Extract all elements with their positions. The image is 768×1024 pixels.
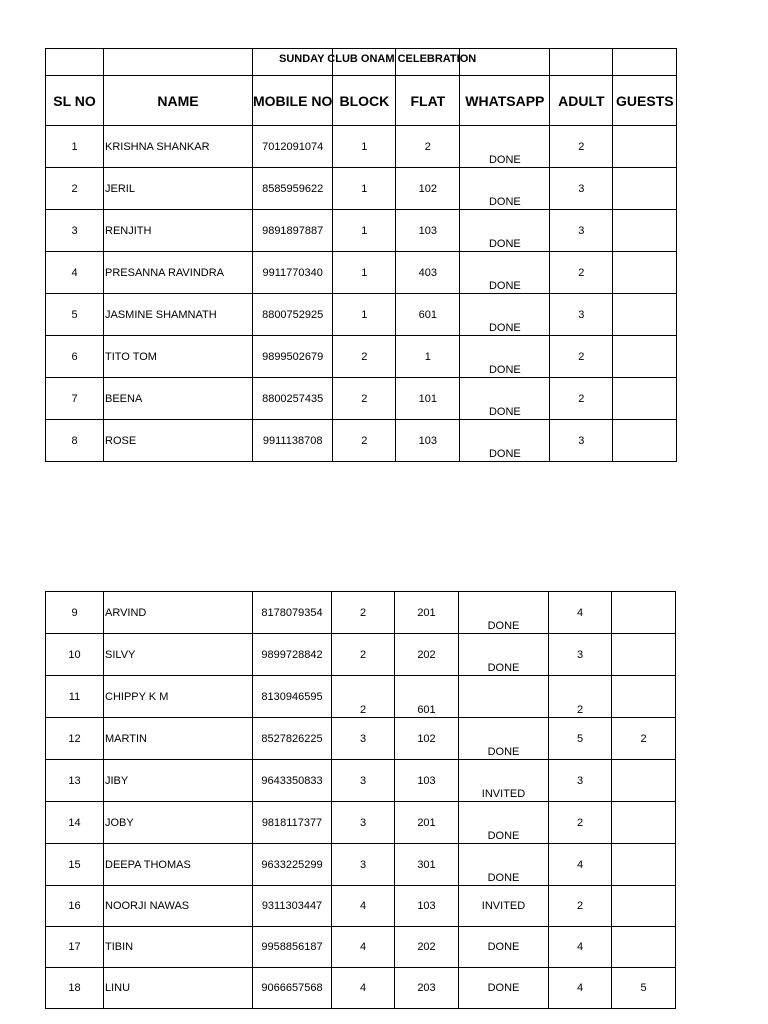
cell-sl-no: 14 — [46, 802, 104, 844]
attendance-table-page2 — [45, 591, 676, 1009]
cell-block: 4 — [332, 927, 395, 968]
cell-guests — [612, 927, 676, 968]
header-sl-no: SL NO — [46, 76, 104, 126]
cell — [550, 49, 613, 76]
cell-whatsapp: DONE — [459, 718, 549, 760]
cell-flat: 103 — [396, 420, 460, 462]
cell-whatsapp: DONE — [460, 420, 550, 462]
cell-whatsapp: DONE — [460, 294, 550, 336]
cell-mobile-no: 9899502679 — [253, 336, 333, 378]
table-row — [46, 802, 676, 844]
cell-mobile-no: 9643350833 — [253, 760, 332, 802]
cell-guests — [612, 886, 676, 927]
cell-guests — [613, 252, 677, 294]
title-row — [46, 49, 677, 76]
cell-adult: 2 — [549, 886, 612, 927]
table-row — [46, 168, 677, 210]
cell-name: CHIPPY K M — [104, 676, 253, 718]
cell-mobile-no: 7012091074 — [253, 126, 333, 168]
cell-mobile-no: 9633225299 — [253, 844, 332, 886]
cell-guests — [612, 676, 676, 718]
cell-flat: 103 — [396, 210, 460, 252]
cell-mobile-no: 8800257435 — [253, 378, 333, 420]
cell-guests — [612, 844, 676, 886]
cell-mobile-no: 9818117377 — [253, 802, 332, 844]
cell-sl-no: 9 — [46, 592, 104, 634]
table-row — [46, 592, 676, 634]
cell-mobile-no: 8800752925 — [253, 294, 333, 336]
cell-flat: 601 — [396, 294, 460, 336]
cell-name: KRISHNA SHANKAR — [104, 126, 253, 168]
cell-adult: 3 — [550, 168, 613, 210]
cell-name: RENJITH — [104, 210, 253, 252]
cell-sl-no: 12 — [46, 718, 104, 760]
cell-flat: 103 — [395, 760, 459, 802]
table-row — [46, 378, 677, 420]
cell-adult: 2 — [550, 252, 613, 294]
cell-name: SILVY — [104, 634, 253, 676]
cell-guests — [612, 760, 676, 802]
cell-adult: 2 — [550, 336, 613, 378]
cell-guests — [612, 592, 676, 634]
cell-name: LINU — [104, 968, 253, 1009]
cell-block: 2 — [332, 592, 395, 634]
cell-guests — [613, 420, 677, 462]
cell-adult: 2 — [549, 802, 612, 844]
cell — [46, 49, 104, 76]
cell-flat: 601 — [395, 676, 459, 718]
cell-mobile-no: 8527826225 — [253, 718, 332, 760]
table-row — [46, 210, 677, 252]
table-row — [46, 676, 676, 718]
cell-whatsapp: DONE — [460, 168, 550, 210]
table-row — [46, 634, 676, 676]
title-cell — [253, 49, 477, 76]
attendance-table-page1 — [45, 48, 677, 462]
sheet-title: SUNDAY CLUB ONAM CELEBRATION — [279, 53, 477, 65]
cell-adult: 3 — [549, 634, 612, 676]
cell-sl-no: 5 — [46, 294, 104, 336]
cell-flat: 103 — [395, 886, 459, 927]
cell-adult: 2 — [550, 378, 613, 420]
cell-flat: 201 — [395, 802, 459, 844]
table-row — [46, 252, 677, 294]
cell-adult: 4 — [549, 968, 612, 1009]
cell-sl-no: 18 — [46, 968, 104, 1009]
cell-name: ARVIND — [104, 592, 253, 634]
cell-mobile-no: 8178079354 — [253, 592, 332, 634]
cell-whatsapp: DONE — [460, 252, 550, 294]
cell-guests — [613, 168, 677, 210]
cell-flat: 101 — [396, 378, 460, 420]
cell-whatsapp: DONE — [460, 126, 550, 168]
cell-sl-no: 3 — [46, 210, 104, 252]
cell-flat: 1 — [396, 336, 460, 378]
cell-name: JERIL — [104, 168, 253, 210]
table-row — [46, 844, 676, 886]
cell-adult: 4 — [549, 592, 612, 634]
table-row — [46, 336, 677, 378]
cell-whatsapp: INVITED — [459, 760, 549, 802]
cell-guests — [612, 802, 676, 844]
cell-block: 1 — [333, 126, 396, 168]
header-name: NAME — [104, 76, 253, 126]
cell-sl-no: 15 — [46, 844, 104, 886]
cell-flat: 301 — [395, 844, 459, 886]
cell-block: 2 — [332, 676, 395, 718]
cell-mobile-no: 8130946595 — [253, 676, 332, 718]
header-row — [46, 76, 677, 126]
cell-mobile-no: 9066657568 — [253, 968, 332, 1009]
cell-sl-no: 11 — [46, 676, 104, 718]
cell-sl-no: 10 — [46, 634, 104, 676]
cell-name: JOBY — [104, 802, 253, 844]
cell-guests — [612, 634, 676, 676]
cell-mobile-no: 8585959622 — [253, 168, 333, 210]
cell-block: 1 — [333, 168, 396, 210]
cell-adult: 2 — [550, 126, 613, 168]
cell-adult: 3 — [550, 420, 613, 462]
cell-name: PRESANNA RAVINDRA — [104, 252, 253, 294]
cell-name: TITO TOM — [104, 336, 253, 378]
table-row — [46, 718, 676, 760]
cell-sl-no: 16 — [46, 886, 104, 927]
cell-adult: 2 — [549, 676, 612, 718]
cell-guests — [613, 126, 677, 168]
cell-sl-no: 4 — [46, 252, 104, 294]
cell-block: 3 — [332, 718, 395, 760]
cell-sl-no: 1 — [46, 126, 104, 168]
cell-block: 4 — [332, 886, 395, 927]
header-whatsapp: WHATSAPP — [460, 76, 550, 126]
cell-flat: 2 — [396, 126, 460, 168]
cell-flat: 201 — [395, 592, 459, 634]
cell-sl-no: 7 — [46, 378, 104, 420]
cell-name: BEENA — [104, 378, 253, 420]
table-row — [46, 760, 676, 802]
cell-sl-no: 6 — [46, 336, 104, 378]
cell-flat: 102 — [396, 168, 460, 210]
header-flat: FLAT — [396, 76, 460, 126]
cell-guests — [613, 294, 677, 336]
table-row — [46, 968, 676, 1009]
cell-whatsapp: DONE — [459, 927, 549, 968]
table-row — [46, 294, 677, 336]
cell-whatsapp: DONE — [460, 336, 550, 378]
cell-whatsapp: DONE — [459, 968, 549, 1009]
cell-whatsapp: DONE — [459, 592, 549, 634]
cell-whatsapp — [459, 676, 549, 718]
cell-sl-no: 17 — [46, 927, 104, 968]
cell-name: DEEPA THOMAS — [104, 844, 253, 886]
cell-name: MARTIN — [104, 718, 253, 760]
cell-whatsapp: DONE — [460, 210, 550, 252]
cell-adult: 4 — [549, 844, 612, 886]
cell-name: NOORJI NAWAS — [104, 886, 253, 927]
cell — [613, 49, 677, 76]
cell-guests — [613, 378, 677, 420]
cell-block: 4 — [332, 968, 395, 1009]
cell-mobile-no: 9911770340 — [253, 252, 333, 294]
cell-whatsapp: DONE — [459, 844, 549, 886]
cell-sl-no: 2 — [46, 168, 104, 210]
cell-name: JASMINE SHAMNATH — [104, 294, 253, 336]
cell-adult: 3 — [550, 294, 613, 336]
table-row — [46, 927, 676, 968]
cell-mobile-no: 9911138708 — [253, 420, 333, 462]
cell-mobile-no: 9311303447 — [253, 886, 332, 927]
cell-sl-no: 13 — [46, 760, 104, 802]
cell-flat: 203 — [395, 968, 459, 1009]
cell-whatsapp: INVITED — [459, 886, 549, 927]
cell-mobile-no: 9891897887 — [253, 210, 333, 252]
cell-guests: 5 — [612, 968, 676, 1009]
cell-block: 2 — [333, 420, 396, 462]
table-row — [46, 886, 676, 927]
cell-block: 2 — [333, 336, 396, 378]
cell-block: 1 — [333, 294, 396, 336]
cell — [104, 49, 253, 76]
cell-mobile-no: 9958856187 — [253, 927, 332, 968]
header-adult: ADULT — [550, 76, 613, 126]
cell-adult: 5 — [549, 718, 612, 760]
cell-mobile-no: 9899728842 — [253, 634, 332, 676]
cell-adult: 3 — [549, 760, 612, 802]
cell-block: 3 — [332, 760, 395, 802]
cell-block: 2 — [332, 634, 395, 676]
cell-block: 3 — [332, 802, 395, 844]
cell-sl-no: 8 — [46, 420, 104, 462]
cell-whatsapp: DONE — [459, 802, 549, 844]
cell-flat: 102 — [395, 718, 459, 760]
cell-block: 3 — [332, 844, 395, 886]
cell-whatsapp: DONE — [460, 378, 550, 420]
header-guests: GUESTS — [613, 76, 677, 126]
cell-guests: 2 — [612, 718, 676, 760]
table-row — [46, 126, 677, 168]
cell-name: JIBY — [104, 760, 253, 802]
cell-guests — [613, 210, 677, 252]
table-row — [46, 420, 677, 462]
cell-flat: 403 — [396, 252, 460, 294]
cell-flat: 202 — [395, 634, 459, 676]
cell-block: 2 — [333, 378, 396, 420]
cell-whatsapp: DONE — [459, 634, 549, 676]
cell-flat: 202 — [395, 927, 459, 968]
cell-block: 1 — [333, 210, 396, 252]
cell-adult: 3 — [550, 210, 613, 252]
cell-name: ROSE — [104, 420, 253, 462]
cell-block: 1 — [333, 252, 396, 294]
header-block: BLOCK — [333, 76, 396, 126]
header-mobile-no: MOBILE NO — [253, 76, 333, 126]
cell-guests — [613, 336, 677, 378]
cell-name: TIBIN — [104, 927, 253, 968]
cell-adult: 4 — [549, 927, 612, 968]
